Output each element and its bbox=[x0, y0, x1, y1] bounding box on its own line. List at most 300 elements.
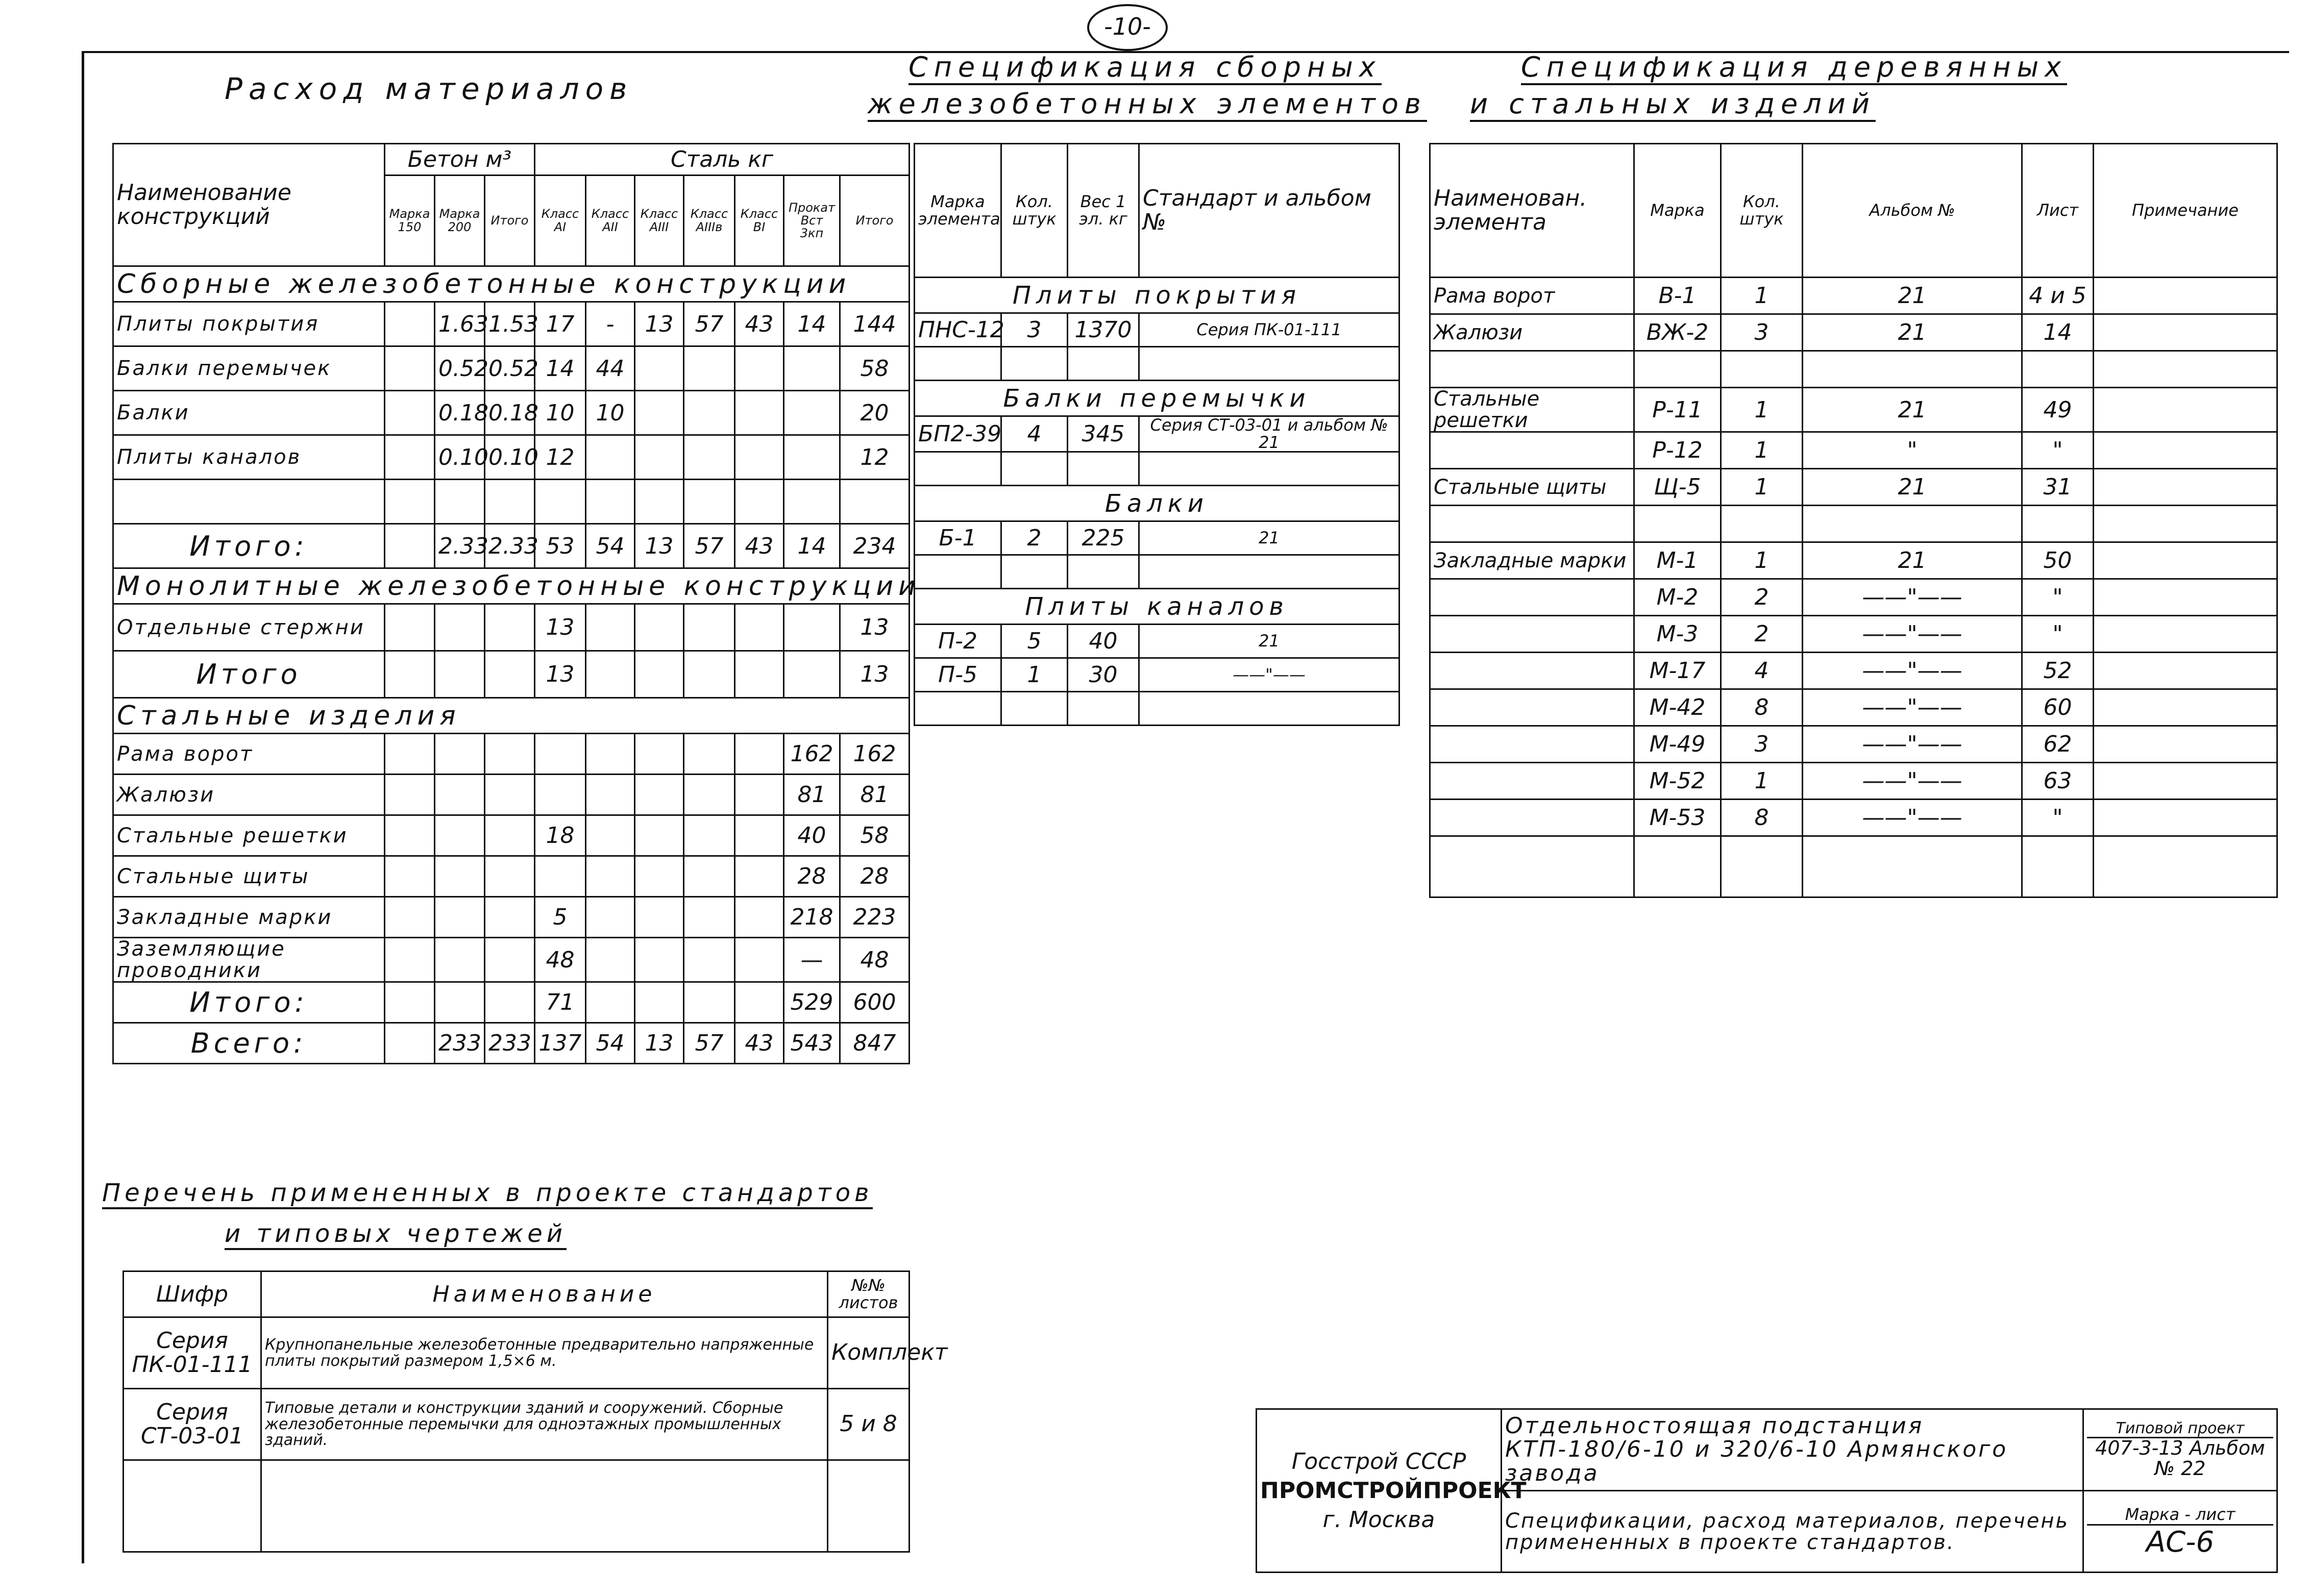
table-cell bbox=[915, 347, 1001, 381]
standards-head-cell: Наименование bbox=[261, 1271, 828, 1317]
table-cell: ——"—— bbox=[1803, 726, 2022, 763]
row-label bbox=[1430, 579, 1634, 616]
table-cell bbox=[2094, 653, 2277, 689]
table-cell bbox=[2094, 432, 2277, 469]
table-cell bbox=[735, 938, 784, 982]
table-cell: 4 и 5 bbox=[2022, 278, 2094, 314]
table-cell bbox=[784, 604, 840, 651]
table-row bbox=[113, 391, 910, 435]
table-cell bbox=[435, 604, 485, 651]
table-cell: 5 bbox=[1001, 625, 1068, 658]
table-cell: 1.63 bbox=[435, 302, 485, 346]
table-cell: 600 bbox=[840, 982, 910, 1023]
table-row bbox=[915, 625, 1399, 658]
table-row bbox=[113, 938, 910, 982]
table-cell: 14 bbox=[2022, 314, 2094, 351]
table-cell bbox=[684, 897, 735, 938]
table-cell bbox=[684, 938, 735, 982]
table-cell: 1 bbox=[1721, 278, 1803, 314]
table-cell bbox=[261, 1460, 828, 1552]
table-cell bbox=[586, 856, 635, 897]
table-row bbox=[1430, 432, 2277, 469]
mat-head-steel-col: Класс АII bbox=[586, 176, 635, 266]
row-label bbox=[1430, 836, 1634, 897]
table-cell: Серия ПК-01-111 bbox=[1139, 313, 1399, 347]
table-cell: " bbox=[2022, 800, 2094, 836]
table-cell: 49 bbox=[2022, 388, 2094, 432]
table-row bbox=[915, 692, 1399, 726]
table-cell bbox=[586, 734, 635, 775]
table-cell: 43 bbox=[735, 1023, 784, 1064]
table-cell bbox=[684, 480, 735, 524]
table-cell: М-2 bbox=[1634, 579, 1721, 616]
standards-title-1: Перечень примененных в проекте стандартов bbox=[102, 1179, 873, 1209]
table-cell bbox=[385, 856, 435, 897]
table-cell bbox=[1803, 836, 2022, 897]
table-cell: ——"—— bbox=[1803, 579, 2022, 616]
table-cell: 543 bbox=[784, 1023, 840, 1064]
table-cell bbox=[828, 1460, 910, 1552]
table-row bbox=[1430, 579, 2277, 616]
table-cell: 4 bbox=[1721, 653, 1803, 689]
table-cell: 13 bbox=[535, 604, 586, 651]
table-cell: 40 bbox=[1068, 625, 1139, 658]
table-cell: 2.33 bbox=[485, 524, 535, 568]
table-cell: 71 bbox=[535, 982, 586, 1023]
table-cell bbox=[784, 391, 840, 435]
table-cell bbox=[586, 897, 635, 938]
row-label bbox=[1430, 689, 1634, 726]
table-cell: 12 bbox=[535, 435, 586, 480]
table-cell: ПНС-12 bbox=[915, 313, 1001, 347]
table-cell: ——"—— bbox=[1803, 763, 2022, 800]
table-cell: 28 bbox=[840, 856, 910, 897]
mat-head-steel-col: Прокат Вст 3кп bbox=[784, 176, 840, 266]
materials-title: Расход материалов bbox=[225, 71, 633, 106]
table-cell bbox=[586, 651, 635, 698]
mat-head-steel-col: Итого bbox=[840, 176, 910, 266]
table-row bbox=[1430, 388, 2277, 432]
stamp-org-2: ПРОМСТРОЙПРОЕКТ bbox=[1260, 1477, 1527, 1504]
row-label bbox=[113, 480, 385, 524]
table-cell bbox=[2094, 314, 2277, 351]
table-cell bbox=[2094, 388, 2277, 432]
table-cell: 233 bbox=[435, 1023, 485, 1064]
table-cell: 43 bbox=[735, 302, 784, 346]
table-cell: 0.18 bbox=[485, 391, 535, 435]
table-cell bbox=[535, 775, 586, 815]
mat-head-steel-col: Класс АIII bbox=[635, 176, 684, 266]
table-row bbox=[113, 435, 910, 480]
table-cell bbox=[1001, 692, 1068, 726]
table-cell bbox=[635, 391, 684, 435]
table-cell bbox=[124, 1460, 261, 1552]
table-row bbox=[915, 347, 1399, 381]
title-block bbox=[1256, 1408, 2278, 1573]
table-cell bbox=[2094, 351, 2277, 388]
table-cell: 14 bbox=[535, 346, 586, 391]
table-cell bbox=[784, 435, 840, 480]
table-cell: 53 bbox=[535, 524, 586, 568]
table-cell: 10 bbox=[535, 391, 586, 435]
table-cell: " bbox=[2022, 432, 2094, 469]
table-row bbox=[915, 313, 1399, 347]
table-cell bbox=[435, 856, 485, 897]
table-row bbox=[1430, 506, 2277, 542]
table-cell: БП2-39 bbox=[915, 416, 1001, 452]
precast-group: Плиты покрытия bbox=[915, 278, 1399, 313]
table-cell bbox=[385, 938, 435, 982]
table-cell: П-2 bbox=[915, 625, 1001, 658]
table-cell: 58 bbox=[840, 815, 910, 856]
table-cell: 8 bbox=[1721, 800, 1803, 836]
table-cell: 234 bbox=[840, 524, 910, 568]
wood-head-cell: Кол. штук bbox=[1721, 144, 1803, 278]
table-cell: М-52 bbox=[1634, 763, 1721, 800]
table-cell bbox=[535, 856, 586, 897]
table-cell: 21 bbox=[1803, 542, 2022, 579]
table-cell: Типовые детали и конструкции зданий и сооружений. Сборные железобетонные перемычки для одноэтажных промышленных зданий. bbox=[261, 1389, 828, 1460]
table-cell bbox=[915, 692, 1001, 726]
table-cell bbox=[635, 856, 684, 897]
table-cell bbox=[684, 346, 735, 391]
table-row bbox=[915, 521, 1399, 555]
row-label: Плиты каналов bbox=[113, 435, 385, 480]
table-cell: М-1 bbox=[1634, 542, 1721, 579]
table-cell bbox=[784, 346, 840, 391]
table-row bbox=[1430, 689, 2277, 726]
row-label: Стальные решетки bbox=[1430, 388, 1634, 432]
table-cell: 1 bbox=[1721, 388, 1803, 432]
wood-title-1: Спецификация деревянных bbox=[1521, 51, 2067, 85]
table-cell bbox=[485, 856, 535, 897]
table-cell: М-49 bbox=[1634, 726, 1721, 763]
table-cell bbox=[1721, 351, 1803, 388]
table-cell bbox=[915, 452, 1001, 486]
table-cell: 54 bbox=[586, 524, 635, 568]
table-cell: 0.52 bbox=[435, 346, 485, 391]
table-cell bbox=[1001, 452, 1068, 486]
table-cell bbox=[485, 734, 535, 775]
table-cell bbox=[1139, 555, 1399, 589]
table-cell bbox=[435, 734, 485, 775]
row-label: Всего: bbox=[113, 1023, 385, 1064]
row-label bbox=[1430, 763, 1634, 800]
table-cell: П-5 bbox=[915, 658, 1001, 692]
table-row bbox=[124, 1460, 910, 1552]
row-label: Стальные щиты bbox=[113, 856, 385, 897]
table-cell: Крупнопанельные железобетонные предварительно напряженные плиты покрытий размером 1,5×6 м. bbox=[261, 1317, 828, 1389]
row-label: Итого: bbox=[113, 524, 385, 568]
row-label: Закладные марки bbox=[1430, 542, 1634, 579]
table-cell bbox=[586, 815, 635, 856]
table-cell: 1 bbox=[1721, 763, 1803, 800]
table-cell bbox=[2094, 506, 2277, 542]
table-cell: 63 bbox=[2022, 763, 2094, 800]
stamp-typ-value: 407-3-13 Альбом № 22 bbox=[2095, 1436, 2265, 1480]
mat-section: Монолитные железобетонные конструкции bbox=[113, 568, 910, 604]
mat-head-steel-col: Класс АI bbox=[535, 176, 586, 266]
table-cell bbox=[684, 982, 735, 1023]
table-cell bbox=[535, 480, 586, 524]
row-label: Стальные щиты bbox=[1430, 469, 1634, 506]
precast-group: Балки перемычки bbox=[915, 381, 1399, 416]
mat-head-steel-col: Класс ВI bbox=[735, 176, 784, 266]
table-row bbox=[113, 604, 910, 651]
table-row bbox=[915, 555, 1399, 589]
row-label bbox=[1430, 800, 1634, 836]
table-cell: 1 bbox=[1001, 658, 1068, 692]
precast-head-cell: Вес 1 эл. кг bbox=[1068, 144, 1139, 278]
table-cell: 14 bbox=[784, 524, 840, 568]
table-cell bbox=[635, 480, 684, 524]
table-cell bbox=[385, 982, 435, 1023]
row-label: Стальные решетки bbox=[113, 815, 385, 856]
table-cell bbox=[435, 480, 485, 524]
table-cell bbox=[385, 651, 435, 698]
table-cell: Серия ПК-01-111 bbox=[124, 1317, 261, 1389]
table-cell: " bbox=[2022, 579, 2094, 616]
table-cell: 18 bbox=[535, 815, 586, 856]
table-cell bbox=[735, 480, 784, 524]
table-cell bbox=[385, 524, 435, 568]
table-row bbox=[1430, 653, 2277, 689]
table-cell: М-3 bbox=[1634, 616, 1721, 653]
table-row bbox=[1430, 836, 2277, 897]
table-cell: Р-12 bbox=[1634, 432, 1721, 469]
table-row bbox=[113, 897, 910, 938]
table-row bbox=[915, 452, 1399, 486]
table-cell bbox=[735, 435, 784, 480]
table-cell: 57 bbox=[684, 524, 735, 568]
table-cell bbox=[485, 604, 535, 651]
row-label bbox=[1430, 351, 1634, 388]
table-cell bbox=[435, 651, 485, 698]
row-label bbox=[1430, 506, 1634, 542]
table-cell: 0.10 bbox=[435, 435, 485, 480]
mat-head-concrete-col: Марка 200 bbox=[435, 176, 485, 266]
table-row bbox=[915, 658, 1399, 692]
standards-title-2: и типовых чертежей bbox=[225, 1219, 567, 1250]
mat-head-concrete: Бетон м³ bbox=[385, 144, 535, 176]
table-cell bbox=[2094, 469, 2277, 506]
table-cell bbox=[1068, 555, 1139, 589]
table-cell: М-17 bbox=[1634, 653, 1721, 689]
table-cell bbox=[586, 938, 635, 982]
table-cell: Щ-5 bbox=[1634, 469, 1721, 506]
table-cell: 40 bbox=[784, 815, 840, 856]
table-cell: 5 и 8 bbox=[828, 1389, 910, 1460]
table-cell bbox=[735, 604, 784, 651]
table-cell: 3 bbox=[1001, 313, 1068, 347]
table-cell: 31 bbox=[2022, 469, 2094, 506]
table-cell: ——"—— bbox=[1139, 658, 1399, 692]
table-cell bbox=[385, 1023, 435, 1064]
table-cell: 21 bbox=[1803, 388, 2022, 432]
table-cell bbox=[435, 897, 485, 938]
table-cell: 13 bbox=[840, 604, 910, 651]
stamp-typ-label: Типовой проект bbox=[2087, 1420, 2273, 1438]
row-label bbox=[1430, 616, 1634, 653]
row-label bbox=[1430, 653, 1634, 689]
table-row bbox=[1430, 351, 2277, 388]
table-cell: 162 bbox=[784, 734, 840, 775]
table-cell bbox=[485, 897, 535, 938]
table-cell bbox=[2094, 542, 2277, 579]
table-cell: 4 bbox=[1001, 416, 1068, 452]
table-row bbox=[113, 815, 910, 856]
table-cell bbox=[635, 346, 684, 391]
table-row bbox=[1430, 726, 2277, 763]
mat-head-name: Наименование конструкций bbox=[113, 144, 385, 266]
table-cell bbox=[915, 555, 1001, 589]
table-cell bbox=[684, 435, 735, 480]
table-cell: 3 bbox=[1721, 726, 1803, 763]
table-cell bbox=[586, 775, 635, 815]
table-cell: 345 bbox=[1068, 416, 1139, 452]
table-cell: " bbox=[2022, 616, 2094, 653]
wood-head-cell: Наименован. элемента bbox=[1430, 144, 1634, 278]
table-cell bbox=[1721, 506, 1803, 542]
table-cell: 14 bbox=[784, 302, 840, 346]
table-cell bbox=[2094, 616, 2277, 653]
table-cell bbox=[385, 815, 435, 856]
page-number: -10- bbox=[1087, 4, 1168, 51]
table-cell bbox=[684, 604, 735, 651]
precast-head-cell: Кол. штук bbox=[1001, 144, 1068, 278]
row-label: Итого bbox=[113, 651, 385, 698]
table-cell: 1 bbox=[1721, 542, 1803, 579]
table-cell bbox=[2094, 689, 2277, 726]
table-cell bbox=[586, 435, 635, 480]
table-row bbox=[1430, 314, 2277, 351]
table-row bbox=[113, 1023, 910, 1064]
table-cell: 60 bbox=[2022, 689, 2094, 726]
table-cell: 13 bbox=[635, 1023, 684, 1064]
table-cell bbox=[2022, 506, 2094, 542]
table-cell: 10 bbox=[586, 391, 635, 435]
table-cell: 223 bbox=[840, 897, 910, 938]
table-cell bbox=[684, 775, 735, 815]
table-cell bbox=[840, 480, 910, 524]
table-row bbox=[1430, 763, 2277, 800]
mat-section: Стальные изделия bbox=[113, 698, 910, 734]
wood-head-cell: Примечание bbox=[2094, 144, 2277, 278]
table-cell bbox=[784, 480, 840, 524]
row-label: Заземляющие проводники bbox=[113, 938, 385, 982]
table-cell: 21 bbox=[1139, 625, 1399, 658]
table-row bbox=[113, 302, 910, 346]
table-cell: 12 bbox=[840, 435, 910, 480]
table-cell: 44 bbox=[586, 346, 635, 391]
table-cell bbox=[485, 775, 535, 815]
table-row bbox=[113, 524, 910, 568]
table-row bbox=[113, 480, 910, 524]
table-cell: 1.53 bbox=[485, 302, 535, 346]
table-row bbox=[113, 982, 910, 1023]
table-cell: 0.10 bbox=[485, 435, 535, 480]
table-cell: 30 bbox=[1068, 658, 1139, 692]
table-cell bbox=[1721, 836, 1803, 897]
mat-head-steel-col: Класс АIIIв bbox=[684, 176, 735, 266]
table-cell bbox=[735, 856, 784, 897]
table-cell: 218 bbox=[784, 897, 840, 938]
table-cell bbox=[1068, 347, 1139, 381]
table-cell: 2 bbox=[1001, 521, 1068, 555]
table-cell bbox=[2094, 800, 2277, 836]
table-cell: 21 bbox=[1803, 314, 2022, 351]
table-row bbox=[113, 346, 910, 391]
standards-head-cell: №№ листов bbox=[828, 1271, 910, 1317]
table-cell: ——"—— bbox=[1803, 800, 2022, 836]
standards-head-cell: Шифр bbox=[124, 1271, 261, 1317]
table-cell bbox=[385, 480, 435, 524]
table-cell bbox=[2094, 763, 2277, 800]
table-cell bbox=[735, 775, 784, 815]
table-cell bbox=[1803, 351, 2022, 388]
row-label: Балки bbox=[113, 391, 385, 435]
standards-table bbox=[122, 1270, 948, 1553]
table-cell: 43 bbox=[735, 524, 784, 568]
table-cell: 2 bbox=[1721, 579, 1803, 616]
row-label: Жалюзи bbox=[1430, 314, 1634, 351]
table-cell: 21 bbox=[1803, 469, 2022, 506]
mat-head-steel: Сталь кг bbox=[535, 144, 910, 176]
stamp-org-3: г. Москва bbox=[1322, 1507, 1435, 1533]
row-label: Рама ворот bbox=[113, 734, 385, 775]
table-row bbox=[1430, 542, 2277, 579]
table-cell: 225 bbox=[1068, 521, 1139, 555]
table-cell bbox=[435, 815, 485, 856]
table-cell bbox=[735, 346, 784, 391]
table-cell bbox=[485, 938, 535, 982]
table-cell bbox=[385, 775, 435, 815]
table-cell: М-53 bbox=[1634, 800, 1721, 836]
table-cell bbox=[684, 856, 735, 897]
table-row bbox=[124, 1317, 910, 1389]
table-cell bbox=[735, 734, 784, 775]
table-cell bbox=[435, 982, 485, 1023]
table-cell: 529 bbox=[784, 982, 840, 1023]
table-cell: 233 bbox=[485, 1023, 535, 1064]
materials-table bbox=[112, 143, 921, 1064]
table-cell bbox=[586, 604, 635, 651]
table-cell bbox=[485, 651, 535, 698]
table-cell bbox=[684, 815, 735, 856]
table-row bbox=[124, 1389, 910, 1460]
table-cell: 13 bbox=[535, 651, 586, 698]
table-cell bbox=[2094, 278, 2277, 314]
table-cell bbox=[385, 897, 435, 938]
table-cell: 2.33 bbox=[435, 524, 485, 568]
table-cell: ——"—— bbox=[1803, 689, 2022, 726]
table-cell: 1 bbox=[1721, 469, 1803, 506]
table-row bbox=[113, 856, 910, 897]
precast-table bbox=[914, 143, 1400, 726]
table-cell: 13 bbox=[635, 524, 684, 568]
table-cell: ——"—— bbox=[1803, 616, 2022, 653]
table-cell bbox=[586, 480, 635, 524]
table-row bbox=[113, 775, 910, 815]
table-cell: 58 bbox=[840, 346, 910, 391]
table-cell bbox=[1634, 351, 1721, 388]
table-cell: 0.18 bbox=[435, 391, 485, 435]
table-cell bbox=[385, 435, 435, 480]
table-cell bbox=[1068, 452, 1139, 486]
table-cell: 81 bbox=[840, 775, 910, 815]
mat-section: Сборные железобетонные конструкции bbox=[113, 266, 910, 302]
table-cell bbox=[635, 734, 684, 775]
